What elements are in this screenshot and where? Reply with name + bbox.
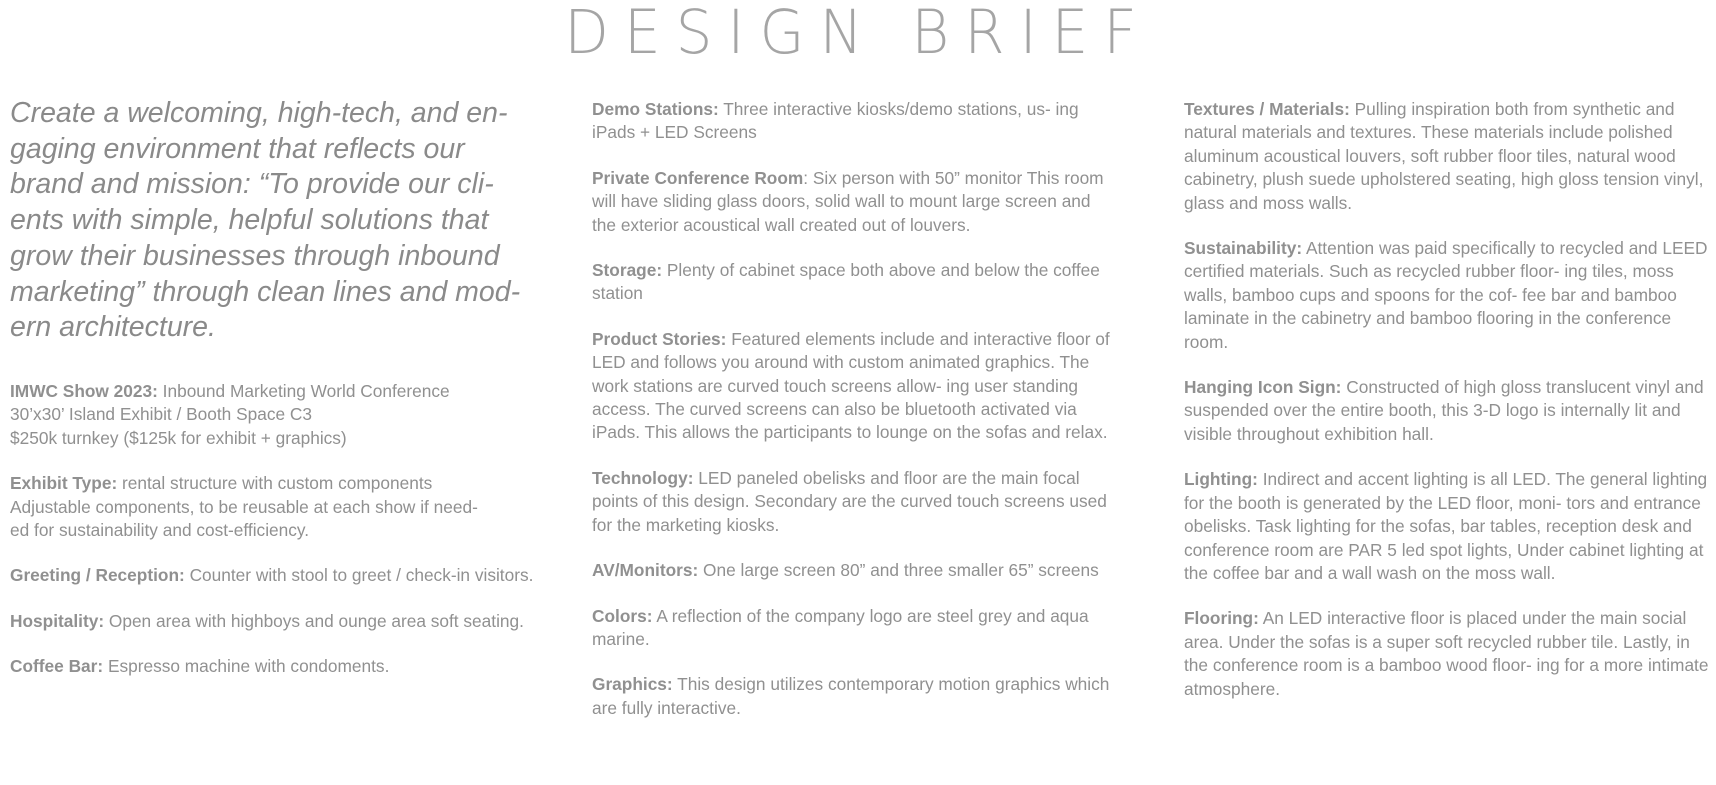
section-text: Featured elements include and interactive floor of LED and follows you around with custom animated graphics. The work stations are curved touch screens allow- ing user standing access. The curved screens can also be bluetooth activated via iPads. This allows the participants to lounge on the sofas and relax. xyxy=(592,328,1110,443)
exhibit-type-section xyxy=(10,472,545,542)
section-label: Sustainability: xyxy=(1184,238,1303,259)
intro-line: grow their businesses through inbound xyxy=(10,239,500,272)
section-text: Plenty of cabinet space both above and below the coffee station xyxy=(592,260,1100,304)
section-label: Exhibit Type: xyxy=(10,473,118,494)
section-text: Attention was paid specifically to recycled and LEED certified materials. Such as recycled rubber floor- ing tiles, moss walls, bamboo cups and spoons for the cof- fee bar and bamboo laminate in the cabinetry and bamboo flooring in the conference room. xyxy=(1184,238,1708,352)
intro-line: gaging environment that reflects our xyxy=(10,132,465,165)
page-title: DESIGN BRIEF xyxy=(564,0,1152,68)
section-text: This design utilizes contemporary motion graphics which are fully interactive. xyxy=(592,674,1110,718)
section-label: Colors: xyxy=(592,605,653,626)
section-text: 30’x30’ Island Exhibit / Booth Space C3 xyxy=(10,404,312,425)
section-label: Demo Stations: xyxy=(592,99,719,119)
section-text: Counter with stool to greet / check-in visitors. xyxy=(184,565,534,586)
section-label: Graphics: xyxy=(592,674,673,695)
storage-section xyxy=(592,259,1117,306)
intro-line: brand and mission: “To provide our cli- xyxy=(10,168,494,201)
section-label: Storage: xyxy=(592,260,663,281)
product-stories-section xyxy=(592,328,1117,445)
section-text: ed for sustainability and cost-efficiency. xyxy=(10,519,310,540)
section-label: Hospitality: xyxy=(10,610,105,631)
section-text: Espresso machine with condoments. xyxy=(103,656,390,677)
section-text: Constructed of high gloss translucent vinyl and suspended over the entire booth, this 3-D logo is internally lit and visible throughout exhibition hall. xyxy=(1184,377,1704,444)
section-text: Inbound Marketing World Conference xyxy=(157,380,450,401)
hospitality-section xyxy=(10,610,545,633)
intro-line: ern architecture. xyxy=(10,311,216,344)
intro-line: Create a welcoming, high-tech, and en- xyxy=(10,97,508,129)
section-label: AV/Monitors: xyxy=(592,560,699,581)
greeting-reception-section xyxy=(10,564,545,587)
section-label: Flooring: xyxy=(1184,608,1259,629)
left-column xyxy=(10,96,545,701)
hanging-icon-sign-section xyxy=(1184,376,1709,446)
section-text: $250k turnkey ($125k for exhibit + graphics) xyxy=(10,427,347,448)
section-label: Hanging Icon Sign: xyxy=(1184,377,1342,398)
section-text: rental structure with custom components xyxy=(117,473,433,494)
flooring-section xyxy=(1184,607,1709,701)
section-text: LED paneled obelisks and floor are the main focal points of this design. Secondary are the curved touch screens used for the marketing kiosks. xyxy=(592,467,1107,535)
colors-section xyxy=(592,605,1117,652)
section-label: Technology: xyxy=(592,467,694,488)
av-monitors-section xyxy=(592,559,1117,582)
intro-line: marketing” through clean lines and mod- xyxy=(10,275,521,308)
lighting-section xyxy=(1184,468,1709,585)
graphics-section xyxy=(592,673,1117,720)
section-text: Adjustable components, to be reusable at each show if need- xyxy=(10,496,478,517)
section-text: Open area with highboys and ounge area soft seating. xyxy=(104,610,524,631)
middle-column xyxy=(592,98,1117,742)
section-label: Coffee Bar: xyxy=(10,656,104,677)
section-label: IMWC Show 2023: xyxy=(10,380,158,401)
section-label: Product Stories: xyxy=(592,328,727,349)
section-text: Indirect and accent lighting is all LED. The general lighting for the booth is generated by the LED floor, moni- tors and entrance obelisks. Task lighting for the sofas, bar tables, reception desk and conference room are PAR 5 led spot lights, Under cabinet lighting at the coffee bar and a wall wash on the moss wall. xyxy=(1184,469,1708,583)
coffee-bar-section xyxy=(10,655,545,678)
section-text: Three interactive kiosks/demo stations, us- ing iPads + LED Screens xyxy=(592,99,1079,143)
imwc-show-section xyxy=(10,380,545,450)
section-label: Textures / Materials: xyxy=(1184,99,1350,119)
section-text: An LED interactive floor is placed under the main social area. Under the sofas is a super soft recycled rubber tile. Lastly, in the conference room is a bamboo wood floor- ing for a more intimate atmosphere. xyxy=(1184,608,1709,699)
section-text: A reflection of the company logo are steel grey and aqua marine. xyxy=(592,605,1089,649)
section-label: Private Conference Room xyxy=(592,167,804,188)
technology-section xyxy=(592,467,1117,537)
conference-room-section xyxy=(592,167,1117,237)
intro-statement xyxy=(10,96,545,346)
section-label: Lighting: xyxy=(1184,469,1258,490)
textures-materials-section xyxy=(1184,98,1709,215)
section-text: Pulling inspiration both from synthetic and natural materials and textures. These materials include polished aluminum acoustical louvers, soft rubber floor tiles, natural wood cabinetry, plush suede upholstered seating, high gloss tension vinyl, glass and moss walls. xyxy=(1184,99,1704,213)
section-label: Greeting / Reception: xyxy=(10,565,185,586)
sustainability-section xyxy=(1184,237,1709,354)
demo-stations-section xyxy=(592,98,1117,145)
intro-line: ents with simple, helpful solutions that xyxy=(10,204,489,237)
section-text: One large screen 80” and three smaller 65” screens xyxy=(698,560,1099,581)
right-column xyxy=(1184,98,1709,723)
section-text: : Six person with 50” monitor This room will have sliding glass doors, solid wall to mount large screen and the exterior acoustical wall created out of louvers. xyxy=(592,167,1104,235)
